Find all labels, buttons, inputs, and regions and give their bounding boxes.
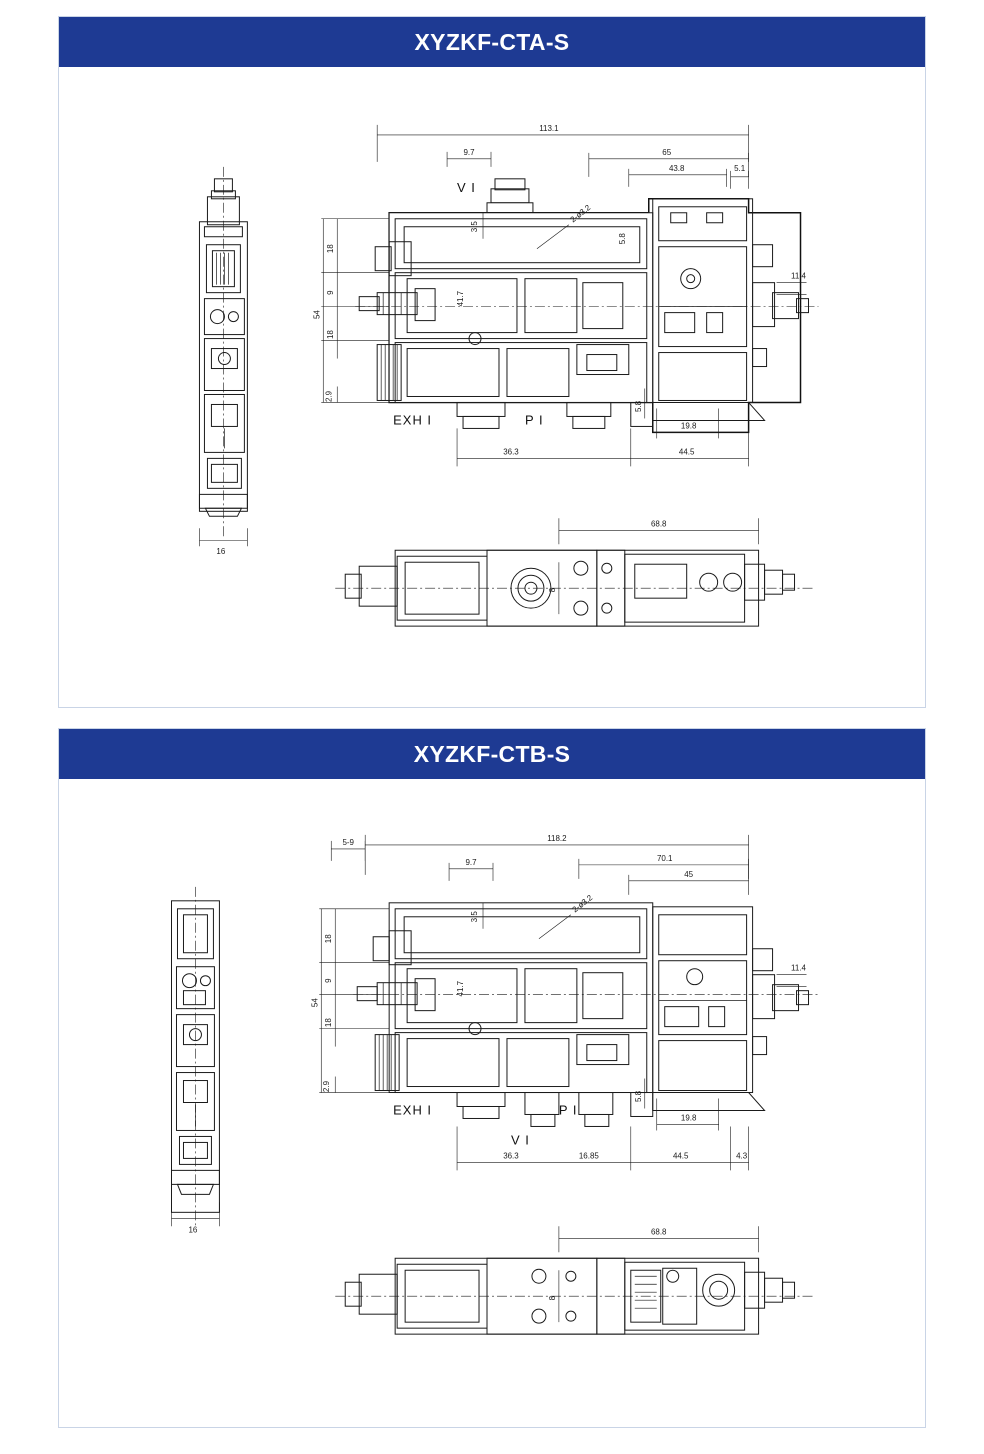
top-plan-view-ctb (335, 1226, 814, 1334)
port-label-v1-ctb: V I (510, 1132, 530, 1148)
product-panel-ctb (58, 728, 926, 1428)
dim-11-4-ctb: 11.4 (791, 963, 806, 973)
dim-5-8-bottom: 5.8 (633, 400, 643, 413)
dim-left-18b: 18 (326, 330, 336, 340)
main-front-view-cta (312, 124, 818, 466)
panel-title-cta: XYZKF-CTA-S (414, 28, 570, 55)
panel-header-cta (59, 17, 925, 67)
panel-body-ctb (59, 779, 925, 1427)
left-side-view-ctb (171, 887, 219, 1234)
dim-19-8: 19.8 (680, 421, 697, 431)
dim-overall-113-1: 113.1 (539, 123, 559, 133)
dim-41-7-ctb: 41.7 (456, 980, 466, 997)
port-label-p1-ctb: P I (558, 1102, 578, 1118)
dim-top-68-8-cta: 68.8 (650, 519, 667, 529)
dim-left-16: 16 (216, 547, 226, 557)
technical-drawing-ctb (59, 779, 925, 1427)
dim-65: 65 (662, 147, 672, 157)
dim-left-18b-ctb: 18 (324, 1018, 334, 1028)
dim-5-8-top: 5.8 (617, 233, 627, 245)
dim-5-8-ctb: 5.8 (633, 1090, 643, 1103)
dim-45: 45 (684, 869, 694, 879)
dim-44-5: 44.5 (678, 447, 695, 457)
dim-3-5-ctb: 3.5 (470, 911, 480, 923)
dim-left-54-ctb: 54 (310, 998, 320, 1008)
dim-43-8: 43.8 (668, 163, 685, 173)
dim-left-9-ctb: 9 (324, 978, 334, 983)
dim-4-3: 4.3 (736, 1151, 748, 1161)
dim-11-4: 11.4 (791, 271, 806, 281)
dim-41-7: 41.7 (456, 290, 466, 307)
dim-9-7: 9.7 (463, 147, 475, 157)
port-label-exh1-ctb: EXH I (393, 1102, 433, 1118)
panel-title-ctb: XYZKF-CTB-S (413, 740, 571, 767)
dim-36-3: 36.3 (503, 447, 519, 457)
dim-70-1: 70.1 (656, 853, 673, 863)
left-side-view-cta (199, 167, 247, 556)
dim-left-2-9-ctb: 2.9 (322, 1080, 332, 1093)
dim-3-5: 3.5 (470, 221, 480, 233)
technical-drawing-cta (59, 67, 925, 707)
dim-left-2-9: 2.9 (324, 390, 334, 403)
port-label-exh1-cta: EXH I (393, 412, 433, 428)
port-label-v1-cta: V I (457, 179, 476, 195)
note-thread-2-phi-3-2-ctb: 2-ø3.2 (570, 893, 595, 915)
dim-5-9-ctb: 5-9 (342, 837, 354, 847)
main-front-view-ctb (310, 834, 818, 1170)
panel-body-cta (59, 67, 925, 707)
dim-9-7-ctb: 9.7 (465, 857, 477, 867)
dim-left-16-ctb: 16 (188, 1225, 198, 1235)
dim-19-8-ctb: 19.8 (680, 1113, 697, 1123)
dim-left-9: 9 (326, 290, 336, 295)
dim-left-18a-ctb: 18 (324, 934, 334, 944)
dim-44-5-ctb: 44.5 (672, 1151, 689, 1161)
dim-top-8-cta: 8 (547, 587, 557, 593)
dim-left-18a: 18 (326, 244, 336, 254)
panel-header-ctb (59, 729, 925, 779)
dim-16-85: 16.85 (578, 1151, 599, 1161)
dim-top-68-8-ctb: 68.8 (650, 1227, 667, 1237)
port-label-p1-cta: P I (524, 412, 544, 428)
dim-top-8-ctb: 8 (547, 1295, 557, 1301)
dim-36-3-ctb: 36.3 (503, 1151, 519, 1161)
dim-5-1: 5.1 (734, 163, 746, 173)
dim-left-54: 54 (312, 310, 322, 320)
top-plan-view-cta (335, 518, 814, 626)
product-panel-cta (58, 16, 926, 708)
dim-overall-118-2: 118.2 (547, 833, 567, 843)
note-thread-2-phi-3-2: 2-ø3.2 (568, 203, 593, 225)
